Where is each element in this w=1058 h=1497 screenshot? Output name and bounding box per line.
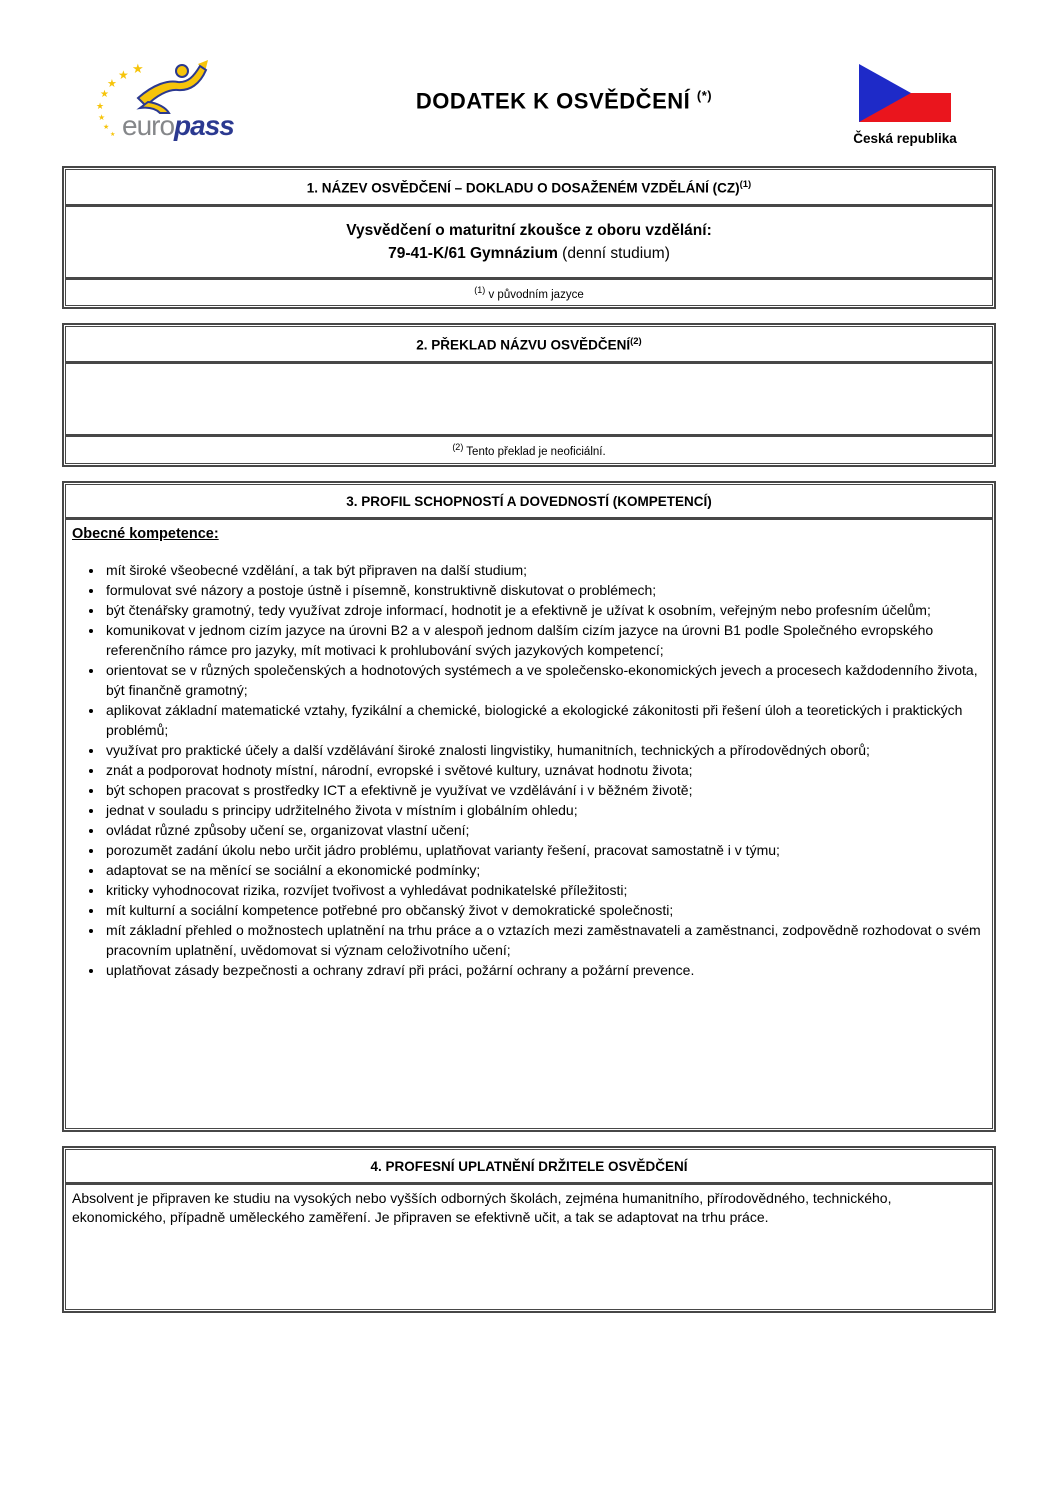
section2-content-empty (66, 364, 992, 434)
section4-header: 4. PROFESNÍ UPLATNĚNÍ DRŽITELE OSVĚDČENÍ (66, 1150, 992, 1185)
logo-pass-text: pass (174, 110, 234, 141)
europass-logo: ★ ★ ★ ★ ★ ★ ★ ★ europass (96, 58, 246, 142)
competence-item: • znát a podporovat hodnoty místní, národní, evropské i světové kultury, uznávat hodnotu života; (104, 760, 986, 780)
competence-item: • mít široké všeobecné vzdělání, a tak být připraven na další studium; (104, 560, 986, 580)
competence-item: • být čtenářsky gramotný, tedy využívat zdroje informací, hodnotit je a efektivně je užívat k osobním, veřejným nebo profesním účelům; (104, 600, 986, 620)
competence-item: • ovládat různé způsoby učení se, organizovat vlastní učení; (104, 820, 986, 840)
competence-item: • porozumět zadání úkolu nebo určit jádro problému, uplatňovat varianty řešení, pracovat samostatně i v týmu; (104, 840, 986, 860)
competence-item: • komunikovat v jednom cizím jazyce na úrovni B2 a v alespoň jednom dalším cizím jazyce na úrovni B1 podle Společného evropského referenčního rámce pro jazyky, mít motivaci k prohlubování svých jazykových kompetencí; (104, 620, 986, 660)
competence-item: • formulovat své názory a postoje ústně i písemně, konstruktivně diskutovat o problémech; (104, 580, 986, 600)
certificate-title-line1: Vysvědčení o maturitní zkoušce z oboru vzdělání: (346, 221, 712, 239)
competence-item: • kriticky vyhodnocovat rizika, rozvíjet tvořivost a vyhledávat podnikatelské příležitosti; (104, 880, 986, 900)
competence-item: • orientovat se v různých společenských a hodnotových systémech a ve společensko-ekonomických jevech a procesech každodenního života, být finančně gramotný; (104, 660, 986, 700)
page-title-text: DODATEK K OSVĚDČENÍ (415, 88, 691, 114)
competence-item: • jednat v souladu s principy udržitelného života v místním i globálním ohledu; (104, 800, 986, 820)
section4-content: Absolvent je připraven ke studiu na vysokých nebo vyšších odborných školách, zejména humanitního, přírodovědného, technického, ekonomického, případně uměleckého zaměření. Je připraven se efektivně učit, a tak se adaptovat na trhu práce. (72, 1189, 892, 1226)
competence-item: • být schopen pracovat s prostředky ICT a efektivně je využívat ve vzdělávání i v běžném životě; (104, 780, 986, 800)
competence-item: • mít základní přehled o možnostech uplatnění na trhu práce a o vztazích mezi zaměstnavateli a zaměstnanci, zodpovědně rozhodovat o svém pracovním uplatnění, uvědomovat si význam celoživotního učení; (104, 920, 986, 960)
section2-header: 2. PŘEKLAD NÁZVU OSVĚDČENÍ$^{(2)}$ (66, 327, 992, 364)
czech-flag (859, 64, 951, 122)
country-flag-block (846, 64, 964, 146)
competence-item: • využívat pro praktické účely a další vzdělávání široké znalosti lingvistiky, humanitních, technických a přírodovědných oborů; (104, 740, 986, 760)
section1-content (66, 207, 992, 277)
country-label: Česká republika (853, 131, 957, 146)
competence-item: • mít kulturní a sociální kompetence potřebné pro občanský život v demokratické společnosti; (104, 900, 986, 920)
logo-wordmark (122, 110, 234, 142)
section1-footnote: $^{(1)}$ v původním jazyce (66, 277, 992, 306)
section1-box (62, 166, 996, 309)
section3-box (62, 481, 996, 1132)
page-title-superscript: (*) (696, 88, 713, 103)
competence-item: • aplikovat základní matematické vztahy, fyzikální a chemické, biologické a ekologické zákonitosti při řešení úloh a teoretických i praktických problémů; (104, 700, 986, 740)
certificate-title-line2: 79-41-K/61 Gymnázium (denní studium) (388, 244, 670, 262)
section1-header: 1. NÁZEV OSVĚDČENÍ – DOKLADU O DOSAŽENÉM VZDĚLÁNÍ (CZ)$^{(1)}$ (66, 170, 992, 207)
section4-box (62, 1146, 996, 1313)
section3-header: 3. PROFIL SCHOPNOSTÍ A DOVEDNOSTÍ (KOMPETENCÍ) (66, 485, 992, 520)
section2-footnote: $^{(2)}$ Tento překlad je neoficiální. (66, 434, 992, 463)
competence-item: • uplatňovat zásady bezpečnosti a ochrany zdraví při práci, požární ochrany a požární prevence. (104, 960, 986, 980)
competence-item: • adaptovat se na měnící se sociální a ekonomické podmínky; (104, 860, 986, 880)
logo-euro-text: euro (122, 110, 175, 141)
section3-content (66, 520, 992, 1128)
general-competences-heading: Obecné kompetence: (72, 525, 219, 542)
section2-box (62, 323, 996, 466)
competences-list (72, 560, 986, 980)
